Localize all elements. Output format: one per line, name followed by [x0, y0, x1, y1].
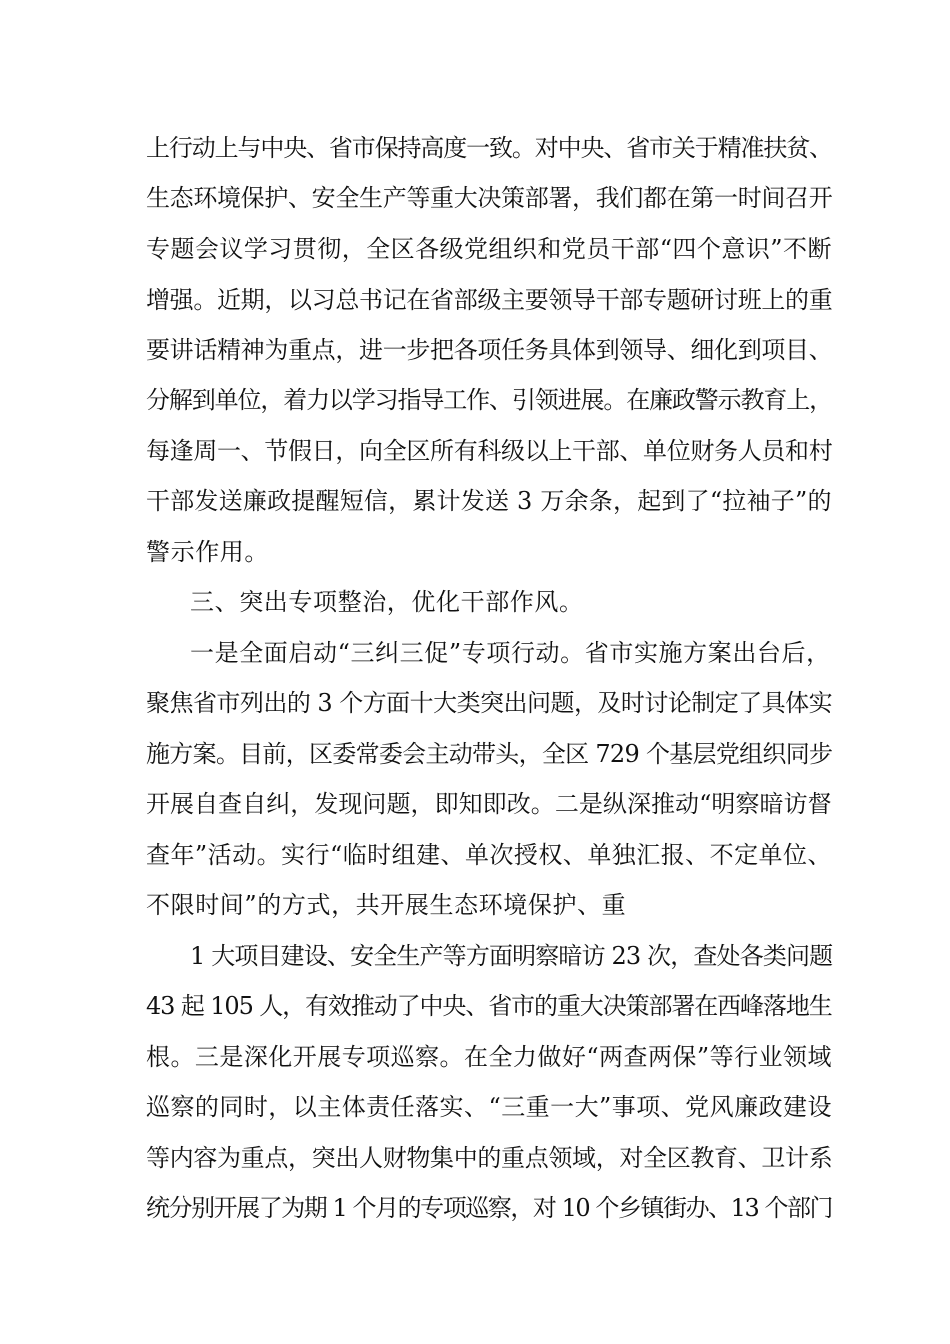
text-line-13: 施方案。目前，区委常委会主动带头，全区 729 个基层党组织同步	[146, 740, 833, 768]
text-line-11: 一是全面启动“三纠三促”专项行动。省市实施方案出台后，	[190, 639, 831, 667]
text-line-19: 根。三是深化开展专项巡察。在全力做好“两查两保”等行业领域	[146, 1043, 832, 1071]
text-line-16: 不限时间”的方式，共开展生态环境保护、重	[146, 891, 627, 919]
text-line-6: 分解到单位，着力以学习指导工作、引领进展。在廉政警示教育上，	[146, 386, 832, 414]
text-line-9: 警示作用。	[146, 538, 269, 566]
text-line-8: 干部发送廉政提醒短信，累计发送 3 万余条，起到了“拉袖子”的	[146, 487, 832, 515]
text-line-1: 上行动上与中央、省市保持高度一致。对中央、省市关于精准扶贫、	[146, 134, 832, 162]
text-line-20: 巡察的同时，以主体责任落实、“三重一大”事项、党风廉政建设	[146, 1093, 832, 1121]
text-line-7: 每逢周一、节假日，向全区所有科级以上干部、单位财务人员和村	[146, 437, 833, 465]
text-line-21: 等内容为重点，突出人财物集中的重点领域，对全区教育、卫计系	[146, 1144, 833, 1172]
text-line-18: 43 起 105 人，有效推动了中央、省市的重大决策部署在西峰落地生	[146, 992, 832, 1020]
text-line-12: 聚焦省市列出的 3 个方面十大类突出问题，及时讨论制定了具体实	[146, 689, 833, 717]
text-line-3: 专题会议学习贯彻，全区各级党组织和党员干部“四个意识”不断	[146, 235, 832, 263]
text-line-2: 生态环境保护、安全生产等重大决策部署，我们都在第一时间召开	[146, 184, 833, 212]
text-line-15: 查年”活动。实行“临时组建、单次授权、单独汇报、不定单位、	[146, 841, 832, 869]
text-line-17: 1 大项目建设、安全生产等方面明察暗访 23 次，查处各类问题	[190, 942, 833, 970]
text-line-22: 统分别开展了为期 1 个月的专项巡察，对 10 个乡镇街办、13 个部门	[146, 1194, 833, 1222]
section-heading: 三、突出专项整治，优化干部作风。	[190, 588, 584, 616]
text-line-14: 开展自查自纠，发现问题，即知即改。二是纵深推动“明察暗访督	[146, 790, 832, 818]
text-line-5: 要讲话精神为重点，进一步把各项任务具体到领导、细化到项目、	[146, 336, 833, 364]
text-line-4: 增强。近期，以习总书记在省部级主要领导干部专题研讨班上的重	[146, 286, 833, 314]
